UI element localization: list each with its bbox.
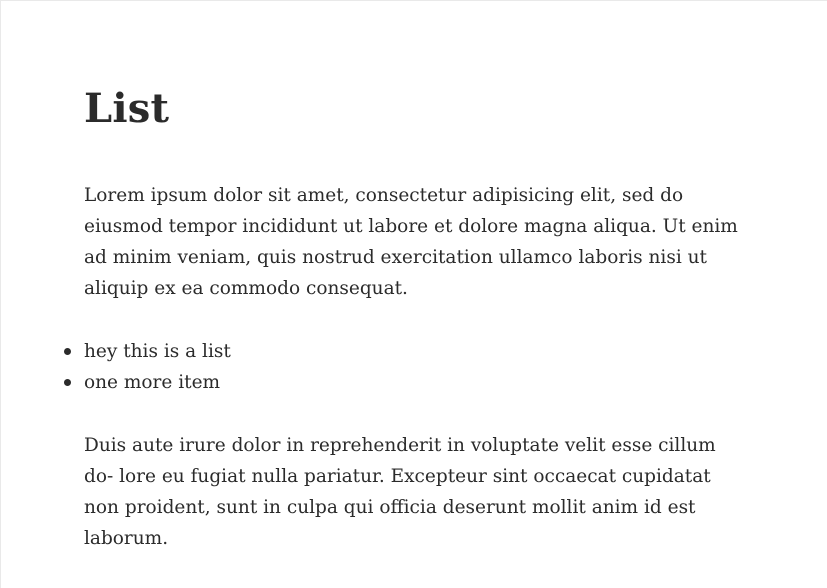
list-item [84,336,749,367]
page-title: List [84,85,170,132]
closing-paragraph: Duis aute irure dolor in reprehenderit in voluptate velit esse cillum do- lore eu fugiat nulla pariatur. Excepteur sint occaecat cupidatat non proident, sunt in culpa qui officia deserunt mollit anim id est laborum. [84,435,716,549]
list-item-text: one more item [84,372,221,393]
list-item-text: hey this is a list [84,341,231,362]
bullet-icon [64,348,71,355]
list-item [84,367,749,398]
bullet-icon [64,379,71,386]
bullet-list [84,336,749,398]
intro-paragraph: Lorem ipsum dolor sit amet, consectetur adipisicing elit, sed do eiusmod tempor incididunt ut labore et dolore magna aliqua. Ut enim ad minim veniam, quis nostrud exercitation ullamco laboris nisi ut aliquip ex ea commodo consequat. [84,185,738,299]
